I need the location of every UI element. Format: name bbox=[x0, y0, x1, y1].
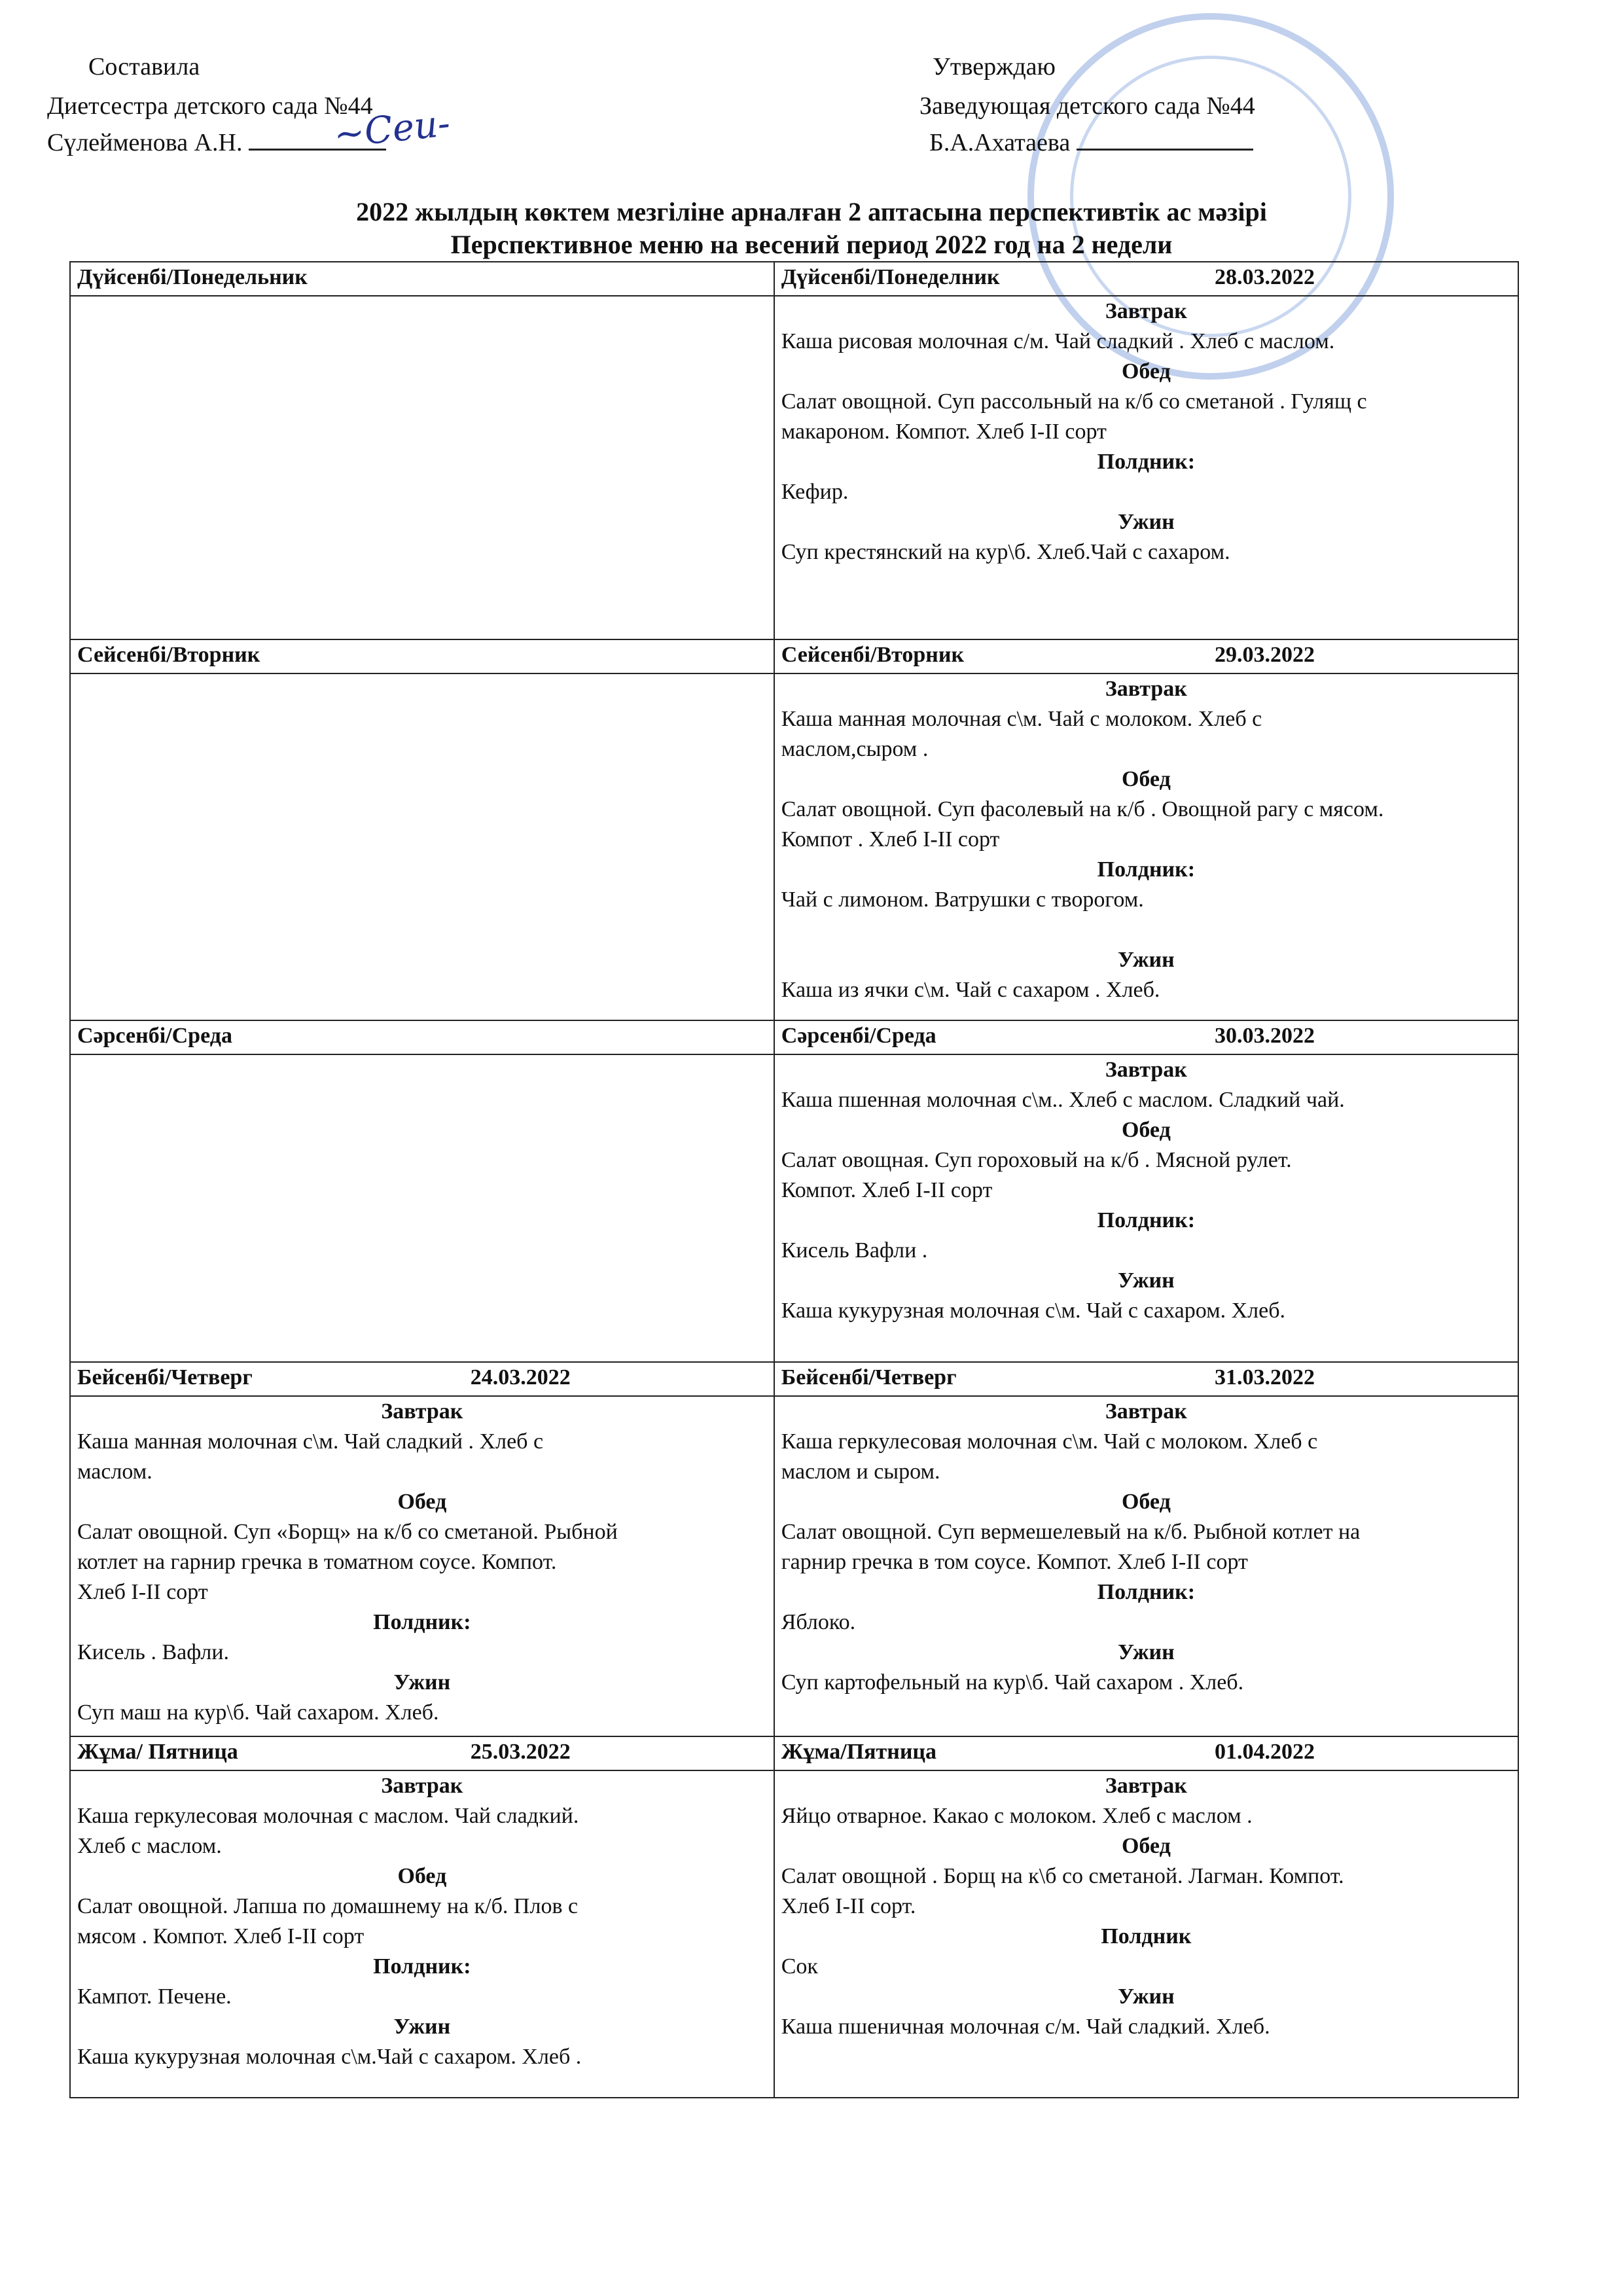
dish-line: Каша геркулесовая молочная с\м. Чай с молоком. Хлеб с bbox=[781, 1429, 1318, 1454]
day-header-left bbox=[70, 639, 774, 673]
dish-line: Каша из ячки с\м. Чай с сахаром . Хлеб. bbox=[781, 978, 1160, 1002]
meal-title: Завтрак bbox=[381, 1774, 463, 1798]
meal-title: Ужин bbox=[1118, 510, 1175, 534]
dish-line: Каша пшенная молочная с\м.. Хлеб с маслом. Сладкий чай. bbox=[781, 1088, 1345, 1112]
dish-line: Кефир. bbox=[781, 480, 849, 504]
dish-line: макароном. Компот. Хлеб I-II сорт bbox=[781, 420, 1107, 444]
meal-title: Полдник: bbox=[1097, 1580, 1196, 1604]
dish-line: Сок bbox=[781, 1954, 818, 1979]
meal-title: Ужин bbox=[393, 1670, 451, 1695]
day-menu-left bbox=[70, 673, 774, 1020]
day-name: Жұма/Пятница bbox=[781, 1740, 937, 1764]
menu-table bbox=[69, 261, 1519, 2098]
dish-line: Каша пшеничная молочная с/м. Чай сладкий. Хлеб. bbox=[781, 2015, 1270, 2039]
meal-title: Ужин bbox=[1118, 948, 1175, 972]
dish-line: Салат овощной. Суп рассольный на к/б со сметаной . Гулящ с bbox=[781, 389, 1367, 414]
day-menu-right bbox=[774, 296, 1518, 639]
meal-title: Обед bbox=[1121, 359, 1171, 384]
day-header-right bbox=[774, 639, 1518, 673]
compiled-by-position: Диетсестра детского сада №44 bbox=[47, 92, 373, 120]
dish-line: Суп крестянский на кур\б. Хлеб.Чай с сахаром. bbox=[781, 540, 1230, 564]
meal-title: Обед bbox=[1121, 1834, 1171, 1858]
dish-line: маслом,сыром . bbox=[781, 737, 929, 761]
dish-line: Салат овощной. Суп «Борщ» на к/б со сметаной. Рыбной bbox=[77, 1520, 618, 1544]
dish-line: Кисель . Вафли. bbox=[77, 1640, 230, 1664]
dish-line: Суп картофельный на кур\б. Чай сахаром . Хлеб. bbox=[781, 1670, 1244, 1695]
day-menu-left bbox=[70, 1054, 774, 1362]
meal-title: Полдник: bbox=[373, 1954, 471, 1979]
dish-line: Хлеб I-II сорт bbox=[77, 1580, 208, 1604]
dish-line: Суп маш на кур\б. Чай сахаром. Хлеб. bbox=[77, 1700, 439, 1725]
dish-line: Компот . Хлеб I-II сорт bbox=[781, 827, 1000, 852]
approved-by-name-line bbox=[929, 128, 1253, 157]
signature-line-right bbox=[1077, 129, 1253, 151]
day-date: 28.03.2022 bbox=[1215, 265, 1315, 289]
day-name: Бейсенбі/Четверг bbox=[77, 1365, 253, 1390]
day-menu-row bbox=[70, 1770, 1518, 2098]
day-name: Сейсенбі/Вторник bbox=[77, 643, 260, 667]
day-name: Дүйсенбі/Понеделник bbox=[781, 265, 1000, 289]
dish-line: гарнир гречка в том соусе. Компот. Хлеб I-II сорт bbox=[781, 1550, 1248, 1574]
day-header-row bbox=[70, 1020, 1518, 1054]
dish-line: Каша рисовая молочная с/м. Чай сладкий . Хлеб с маслом. bbox=[781, 329, 1335, 353]
day-date: 01.04.2022 bbox=[1215, 1740, 1315, 1764]
day-menu-right bbox=[774, 673, 1518, 1020]
day-menu-left bbox=[70, 296, 774, 639]
meal-title: Завтрак bbox=[381, 1399, 463, 1424]
dish-line: Салат овощная. Суп гороховый на к/б . Мясной рулет. bbox=[781, 1148, 1292, 1172]
dish-line bbox=[781, 915, 1511, 945]
day-date: 24.03.2022 bbox=[470, 1365, 571, 1390]
meal-title: Обед bbox=[1121, 1118, 1171, 1142]
dish-line: Компот. Хлеб I-II сорт bbox=[781, 1178, 993, 1202]
dish-line: Каша манная молочная с\м. Чай с молоком. Хлеб с bbox=[781, 707, 1262, 731]
day-date: 29.03.2022 bbox=[1215, 643, 1315, 667]
dish-line: Каша кукурузная молочная с\м. Чай с сахаром. Хлеб. bbox=[781, 1299, 1286, 1323]
day-header-right bbox=[774, 262, 1518, 296]
dish-line: Кисель Вафли . bbox=[781, 1238, 928, 1263]
meal-title: Полдник: bbox=[373, 1610, 471, 1634]
dish-line: Чай с лимоном. Ватрушки с творогом. bbox=[781, 888, 1144, 912]
meal-title: Завтрак bbox=[1105, 1774, 1187, 1798]
day-header-row bbox=[70, 1362, 1518, 1396]
dish-line: Салат овощной. Суп вермешелевый на к/б. Рыбной котлет на bbox=[781, 1520, 1361, 1544]
day-name: Сәрсенбі/Среда bbox=[77, 1024, 232, 1048]
compiled-by-name: Сүлейменова А.Н. bbox=[47, 129, 243, 156]
meal-title: Завтрак bbox=[1105, 299, 1187, 323]
meal-title: Полдник bbox=[1101, 1924, 1192, 1948]
dish-line: Каша кукурузная молочная с\м.Чай с сахаром. Хлеб . bbox=[77, 2045, 582, 2069]
day-header-right bbox=[774, 1362, 1518, 1396]
meal-title: Полдник: bbox=[1097, 857, 1196, 882]
day-menu-right bbox=[774, 1054, 1518, 1362]
day-menu-row bbox=[70, 1396, 1518, 1736]
dish-line: маслом. bbox=[77, 1460, 152, 1484]
day-name: Жұма/ Пятница bbox=[77, 1740, 238, 1764]
meal-title: Завтрак bbox=[1105, 1399, 1187, 1424]
dish-line: Салат овощной. Суп фасолевый на к/б . Овощной рагу с мясом. bbox=[781, 797, 1384, 821]
meal-title: Ужин bbox=[1118, 1268, 1175, 1293]
dish-line: котлет на гарнир гречка в томатном соусе. Компот. bbox=[77, 1550, 557, 1574]
day-menu-row bbox=[70, 1054, 1518, 1362]
day-header-row bbox=[70, 262, 1518, 296]
dish-line: Хлеб I-II сорт. bbox=[781, 1894, 916, 1918]
meal-title: Обед bbox=[1121, 767, 1171, 791]
meal-title: Обед bbox=[1121, 1490, 1171, 1514]
meal-title: Ужин bbox=[393, 2015, 451, 2039]
approved-by-position: Заведующая детского сада №44 bbox=[919, 92, 1255, 120]
day-header-left bbox=[70, 1020, 774, 1054]
day-date: 31.03.2022 bbox=[1215, 1365, 1315, 1390]
day-menu-row bbox=[70, 673, 1518, 1020]
meal-title: Завтрак bbox=[1105, 677, 1187, 701]
compiled-by-role: Составила bbox=[88, 53, 200, 81]
day-header-row bbox=[70, 1736, 1518, 1770]
meal-title: Ужин bbox=[1118, 1640, 1175, 1664]
meal-title: Обед bbox=[397, 1490, 447, 1514]
dish-line: Яйцо отварное. Какао с молоком. Хлеб с маслом . bbox=[781, 1804, 1253, 1828]
meal-title: Завтрак bbox=[1105, 1058, 1187, 1082]
title-kazakh: 2022 жылдың көктем мезгіліне арналған 2 аптасына перспективтік ас мәзірі bbox=[356, 197, 1267, 226]
dish-line: Кампот. Печене. bbox=[77, 1984, 232, 2009]
day-menu-row bbox=[70, 296, 1518, 639]
meal-title: Обед bbox=[397, 1864, 447, 1888]
day-header-right bbox=[774, 1736, 1518, 1770]
title-russian: Перспективное меню на весений период 2022 год на 2 недели bbox=[450, 230, 1173, 259]
meal-title: Ужин bbox=[1118, 1984, 1175, 2009]
approved-by-role: Утверждаю bbox=[933, 53, 1056, 81]
day-header-row bbox=[70, 639, 1518, 673]
day-date: 30.03.2022 bbox=[1215, 1024, 1315, 1048]
dish-line: Яблоко. bbox=[781, 1610, 856, 1634]
dish-line: мясом . Компот. Хлеб I-II сорт bbox=[77, 1924, 365, 1948]
day-menu-right bbox=[774, 1396, 1518, 1736]
dish-line: Каша геркулесовая молочная с маслом. Чай сладкий. bbox=[77, 1804, 579, 1828]
dish-line: Салат овощной. Лапша по домашнему на к/б. Плов с bbox=[77, 1894, 579, 1918]
day-header-right bbox=[774, 1020, 1518, 1054]
day-menu-left bbox=[70, 1770, 774, 2098]
menu-table-body bbox=[70, 262, 1518, 2098]
meal-title: Полдник: bbox=[1097, 450, 1196, 474]
dish-line: Каша манная молочная с\м. Чай сладкий . Хлеб с bbox=[77, 1429, 544, 1454]
meal-title: Полдник: bbox=[1097, 1208, 1196, 1232]
day-name: Сәрсенбі/Среда bbox=[781, 1024, 936, 1048]
day-menu-left bbox=[70, 1396, 774, 1736]
dish-line: Салат овощной . Борщ на к\б со сметаной. Лагман. Компот. bbox=[781, 1864, 1344, 1888]
approved-by-name: Б.А.Ахатаева bbox=[929, 129, 1071, 156]
day-name: Сейсенбі/Вторник bbox=[781, 643, 965, 667]
day-header-left bbox=[70, 1736, 774, 1770]
dish-line: Хлеб с маслом. bbox=[77, 1834, 222, 1858]
day-name: Бейсенбі/Четверг bbox=[781, 1365, 957, 1390]
signature-left: ~Ceu- bbox=[332, 101, 452, 157]
dish-line: маслом и сыром. bbox=[781, 1460, 940, 1484]
day-menu-right bbox=[774, 1770, 1518, 2098]
day-date: 25.03.2022 bbox=[470, 1740, 571, 1764]
day-header-left bbox=[70, 1362, 774, 1396]
day-header-left bbox=[70, 262, 774, 296]
day-name: Дүйсенбі/Понедельник bbox=[77, 265, 308, 289]
